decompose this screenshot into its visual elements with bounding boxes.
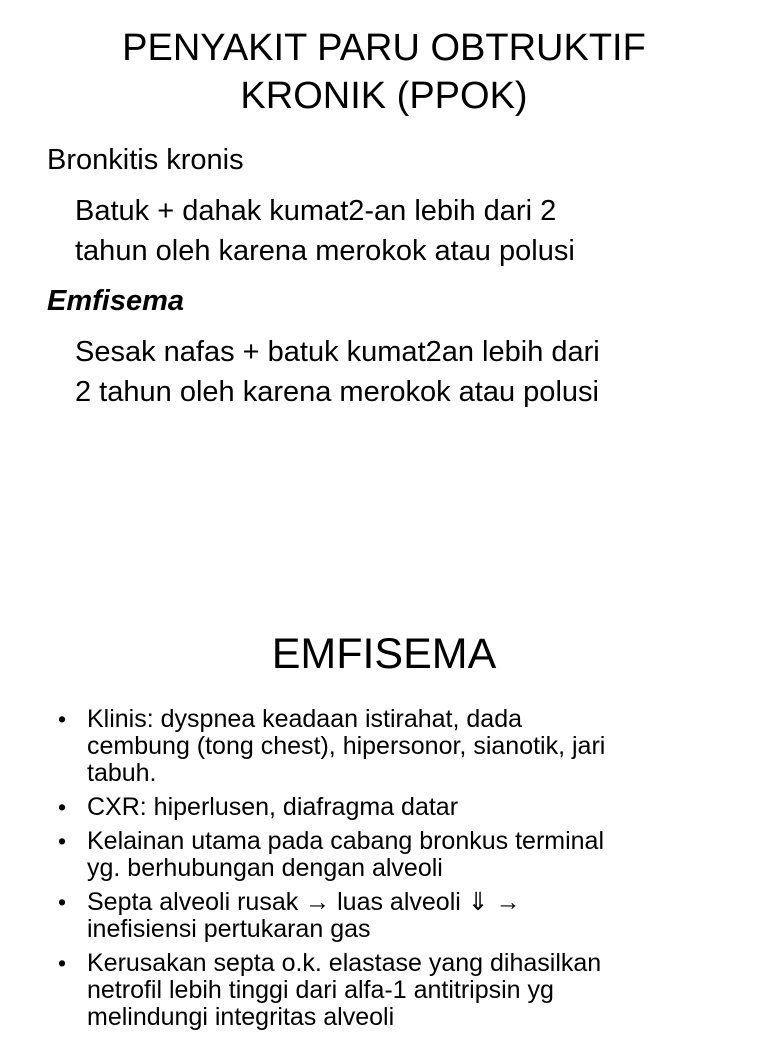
bullet-item-kelainan bbox=[0, 828, 768, 882]
title-line: KRONIK (PPOK) bbox=[240, 75, 528, 117]
heading-emfisema: Emfisema bbox=[47, 285, 185, 317]
bullet-item-septa bbox=[0, 889, 768, 943]
heading-bronkitis-kronis: Bronkitis kronis bbox=[47, 144, 244, 176]
bullet-list bbox=[0, 706, 768, 1038]
bullet-line: Kerusakan septa o.k. elastase yang dihasilkan bbox=[87, 949, 602, 977]
definition-line: Batuk + dahak kumat2-an lebih dari 2 bbox=[75, 195, 557, 227]
definition-bronkitis-kronis bbox=[75, 191, 755, 271]
title-line: PENYAKIT PARU OBTRUKTIF bbox=[122, 27, 646, 69]
bullet-line: inefisiensi pertukaran gas bbox=[87, 915, 371, 943]
definition-line: tahun oleh karena merokok atau polusi bbox=[75, 235, 575, 267]
slide-title-ppok bbox=[0, 24, 768, 120]
bullet-icon: • bbox=[58, 794, 67, 820]
bullet-line: melindungi integritas alveoli bbox=[87, 1003, 395, 1031]
bullet-line: Klinis: dyspnea keadaan istirahat, dada bbox=[87, 705, 523, 733]
bullet-icon: • bbox=[58, 889, 67, 915]
bullet-icon: • bbox=[58, 828, 67, 854]
definition-line: 2 tahun oleh karena merokok atau polusi bbox=[75, 376, 599, 408]
slide-ppok bbox=[0, 0, 768, 512]
bullet-line: Septa alveoli rusak → luas alveoli ⇓ → bbox=[87, 888, 521, 916]
bullet-line: netrofil lebih tinggi dari alfa-1 antitripsin yg bbox=[87, 976, 554, 1004]
slide-title-emfisema: EMFISEMA bbox=[271, 630, 497, 678]
bullet-line: Kelainan utama pada cabang bronkus terminal bbox=[87, 827, 605, 855]
bullet-line: cembung (tong chest), hipersonor, sianotik, jari bbox=[87, 732, 606, 760]
bullet-item-klinis bbox=[0, 706, 768, 787]
bullet-item-cxr bbox=[0, 794, 768, 821]
bullet-line: CXR: hiperlusen, diafragma datar bbox=[87, 793, 459, 821]
definition-emfisema bbox=[75, 332, 755, 412]
bullet-line: yg. berhubungan dengan alveoli bbox=[87, 854, 443, 882]
definition-line: Sesak nafas + batuk kumat2an lebih dari bbox=[75, 336, 600, 368]
bullet-icon: • bbox=[58, 706, 67, 732]
bullet-item-kerusakan bbox=[0, 950, 768, 1031]
bullet-line: tabuh. bbox=[87, 759, 157, 787]
bullet-icon: • bbox=[58, 950, 67, 976]
slide-emfisema bbox=[0, 512, 768, 1031]
